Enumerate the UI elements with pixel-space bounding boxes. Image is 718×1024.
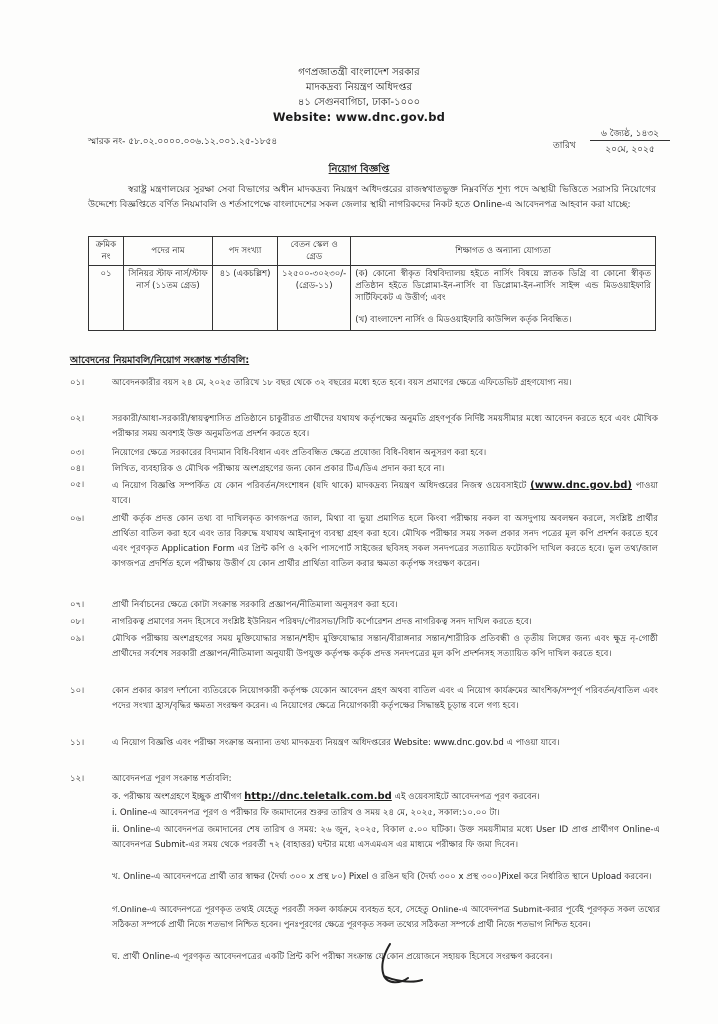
qualification-a: (ক) কোনো স্বীকৃত বিশ্ববিদ্যালয় হইতে নার্সিং বিষয়ে স্নাতক ডিগ্রি বা কোনো স্বীকৃত প্রতিষ্ঠান হইতে ডিপ্লোমা-ইন-নার্সিং বা ডিপ্লোমা-ইন-নার্সিং সাইন্স এন্ড মিডওয়াইফারি সার্টিফিকেট এ উত্তীর্ণ; এবং <box>355 269 651 303</box>
table-header-row <box>89 237 656 266</box>
gov-name: গণপ্রজাতন্ত্রী বাংলাদেশ সরকার <box>298 67 420 78</box>
date-english: ২০মে, ২০২৫ <box>605 145 655 155</box>
condition-number: ০২। <box>70 414 85 424</box>
application-item-i: i. Online-এ আবেদনপত্র পূরণ ও পরীক্ষার ফি জমাদানের শুরুর তারিখ ও সময় ২৪ মে, ২০২৫, সকাল:১০.০০ টা। <box>112 808 500 818</box>
qualification-b: (খ) বাংলাদেশ নার্সিং ও মিডওয়াইফারি কাউন্সিল কর্তৃক নিবন্ধিত। <box>355 315 572 325</box>
memo-number: স্মারক নং- ৫৮.০২.০০০০.০০৬.১২.০০১.২৫-১৮৫৪ <box>88 137 278 147</box>
condition-text: নাগরিকত্ব প্রমাণের সনদ হিসেবে সংশ্লিষ্ট ইউনিয়ন পরিষদ/পৌরসভা/সিটি কর্পোরেশন প্রদত্ত নাগরিকত্ব সনদ দাখিল করতে হবে। <box>112 617 532 627</box>
condition-number: ০৯। <box>70 634 85 644</box>
dnc-website-link[interactable]: (www.dnc.gov.bd) <box>530 480 633 491</box>
condition-text: লিখিত, ব্যবহারিক ও মৌখিক পরীক্ষায় অংশগ্রহণের জন্য কোন প্রকার টিএ/ডিএ প্রদান করা হবে না। <box>112 464 445 474</box>
condition-text: আবেদনকারীর বয়স ২৪ মে, ২০২৫ তারিখে ১৮ বছর থেকে ৩২ বছরের মধ্যে হতে হবে। বয়স প্রমাণের ক্ষেত্রে এফিডেভিট গ্রহণযোগ্য নয়। <box>112 378 572 388</box>
header-post: পদের নাম <box>124 237 213 266</box>
notice-title: নিয়োগ বিজ্ঞপ্তি <box>328 164 390 175</box>
conditions-title: আবেদনের নিয়মাবলি/নিয়োগ সংক্রান্ত শর্তাবলি: <box>70 355 250 366</box>
cell-post: সিনিয়র স্টাফ নার্স/স্টাফ নার্স (১১তম গ্রেড) <box>124 266 213 331</box>
condition-number: ০১। <box>70 378 85 388</box>
website-line: Website: www.dnc.gov.bd <box>272 110 446 124</box>
condition-number: ১০। <box>70 686 85 696</box>
cell-qualification <box>351 266 656 331</box>
cell-serial: ০১ <box>89 266 124 331</box>
application-item-gha: ঘ. প্রার্থী Online-এ পূরণকৃত আবেদনপত্রের একটি প্রিন্ট কপি পরীক্ষা সংক্রান্ত যে কোন প্রয়োজনে সহায়ক হিসেবে সংরক্ষণ করবেন। <box>112 952 553 962</box>
application-item-ga: গ.Online-এ আবেদনপত্রে পূরণকৃত তথ্যই যেহেতু পরবর্তী সকল কার্যক্রমে ব্যবহৃত হবে, সেহেতু Online-এ আবেদনপত্র Submit-করার পূর্বেই পূরণকৃত সকল তথ্যের সঠিকতা সম্পর্কে প্রার্থী নিজে শতভাগ নিশ্চিত হবেন। পুনঃপূরণের ক্ষেত্রে পূরণকৃত সকল তথ্যের সঠিকতা সম্পর্কে প্রার্থী নিজে শতভাগ নিশ্চিত হবেন। <box>112 904 660 929</box>
condition-text: আবেদনপত্র পূরণ সংক্রান্ত শর্তাবলি: <box>112 774 232 784</box>
condition-text-part: এ নিয়োগ বিজ্ঞপ্তি সম্পর্কিত যে কোন পরিবর্তন/সংশোধন (যদি থাকে) মাদকদ্রব্য নিয়ন্ত্রণ অধিদপ্তরের নিজস্ব ওয়েবসাইটে <box>112 481 527 491</box>
condition-text: নিয়োগের ক্ষেত্রে সরকারের বিদ্যমান বিধি-বিধান এবং প্রতিবন্ধিত ক্ষেত্রে প্রযোজ্য বিধি-বিধান অনুসরণ করা হবে। <box>112 448 487 458</box>
application-text: এই ওয়েবসাইটে আবেদনপত্র পূরণ করবেন। <box>394 792 540 802</box>
condition-number: ০৬। <box>70 514 85 524</box>
condition-number: ১২। <box>70 774 85 784</box>
post-table <box>88 236 656 331</box>
application-item-kha: খ. Online-এ আবেদনপত্রে প্রার্থী তার স্বাক্ষর (দৈর্ঘ্য ৩০০ x প্রস্থ ৮০) Pixel ও রঙিন ছবি (দৈর্ঘ্য ৩০০ x প্রস্থ ৩০০)Pixel করে নির্ধারিত স্থানে Upload করবেন। <box>112 872 652 882</box>
condition-number: ১১। <box>70 738 85 748</box>
application-item-ka <box>112 789 660 805</box>
condition-text <box>112 478 658 509</box>
condition-number: ০৩। <box>70 448 85 458</box>
department-name: মাদকদ্রব্য নিয়ন্ত্রণ অধিদপ্তর <box>306 82 412 93</box>
header-scale: বেতন স্কেল ও গ্রেড <box>278 237 351 266</box>
condition-number: ০৪। <box>70 464 85 474</box>
application-text: ক. পরীক্ষায় অংশগ্রহণে ইচ্ছুক প্রার্থীগণ <box>112 792 242 802</box>
table-row <box>89 266 656 331</box>
office-address: ৪১ সেগুনবাগিচা, ঢাকা-১০০০ <box>297 97 421 108</box>
condition-number: ০৫। <box>70 480 85 490</box>
condition-text: প্রার্থী কর্তৃক প্রদত্ত কোন তথ্য বা দাখিলকৃত কাগজপত্র জাল, মিথ্যা বা ভুয়া প্রমাণিত হলে কিংবা পরীক্ষায় নকল বা অসদুপায় অবলম্বন করলে, সংশ্লিষ্ট প্রার্থীর প্রার্থিতা বাতিল করা হবে এবং তার বিরুদ্ধে যথাযথ আইনানুগ ব্যবস্থা গ্রহণ করা হবে। মৌখিক পরীক্ষার সময় সকল প্রকার সনদ পত্রের মূল কপি প্রদর্শন করতে হবে এবং পূরণকৃত Application Form এর প্রিন্ট কপি ও ২কপি পাসপোর্ট সাইজের ছবিসহ সকল সনদপত্রের সত্যায়িত ফটোকপি দাখিল করতে হবে। ভুল তথ্য/জাল কাগজপত্র প্রদর্শিত হলে পরীক্ষায় উত্তীর্ণ যে কোন প্রার্থীর প্রার্থিতা বাতিল করার ক্ষমতা কর্তৃপক্ষ সংরক্ষণ করেন। <box>112 514 658 569</box>
condition-text: মৌখিক পরীক্ষায় অংশগ্রহণের সময় মুক্তিযোদ্ধার সন্তান/শহীদ মুক্তিযোদ্ধার সন্তান/বীরাঙ্গনার সন্তান/শারীরিক প্রতিবন্ধী ও তৃতীয় লিঙ্গের জন্য এবং ক্ষুদ্র নৃ-গোষ্ঠী প্রার্থীদের সর্বশেষ সরকারী প্রজ্ঞাপন/নীতিমালা অনুযায়ী উপযুক্ত কর্তৃপক্ষ কর্তৃক প্রদত্ত সনদপত্রের মূল কপি প্রদর্শনসহ সত্যায়িত কপি দাখিল করতে হবে। <box>112 634 658 659</box>
condition-text: কোন প্রকার কারণ দর্শানো ব্যতিরেকে নিয়োগকারী কর্তৃপক্ষ যেকোন আবেদন গ্রহণ অথবা বাতিল এবং এ নিয়োগ কার্যক্রমের আংশিক/সম্পূর্ণ পরিবর্তন/বাতিল এবং পদের সংখ্যা হ্রাস/বৃদ্ধির ক্ষমতা সংরক্ষণ করেন। এ নিয়োগের ক্ষেত্রে নিয়োগকারী কর্তৃপক্ষের সিদ্ধান্তই চূড়ান্ত বলে গণ্য হবে। <box>112 686 658 711</box>
date-label: তারিখ <box>553 141 576 151</box>
intro-paragraph: স্বরাষ্ট্র মন্ত্রণালয়ের সুরক্ষা সেবা বিভাগের অধীন মাদকদ্রব্য নিয়ন্ত্রণ অধিদপ্তরের রাজস্বখাতভুক্ত নিম্নবর্ণিত শূণ্য পদে অস্থায়ী ভিত্তিতে সরাসরি নিয়োগের উদ্দেশ্যে বিজ্ঞপ্তিতে বর্ণিত নিয়মাবলি ও শর্তসাপেক্ষে বাংলাদেশের সকল জেলার স্থায়ী নাগরিকদের নিকট হতে Online-এ আবেদনপত্র আহবান করা যাচ্ছে: <box>88 185 656 210</box>
application-item-ii: ii. Online-এ আবেদনপত্র জমাদানের শেষ তারিখ ও সময়: ২৬ জুন, ২০২৫, বিকাল ৫.০০ ঘটিকা। উক্ত সময়সীমার মধ্যে User ID প্রাপ্ত প্রার্থীগণ Online-এ আবেদনপত্র Submit-এর সময় থেকে পরবর্তী ৭২ (বাহাত্তর) ঘন্টার মধ্যে এসএমএস এর মাধ্যমে পরীক্ষার ফি জমা দিবেন। <box>112 825 660 850</box>
condition-text: প্রার্থী নির্বাচনের ক্ষেত্রে কোটা সংক্রান্ত সরকারি প্রজ্ঞাপন/নীতিমালা অনুসরণ করা হবে। <box>112 600 398 610</box>
condition-text-part: পাওয়া যাবে। <box>112 481 659 506</box>
header-qualification: শিক্ষাগত ও অন্যান্য যোগ্যতা <box>351 237 656 266</box>
date-bangla: ৬ জ্যৈষ্ঠ, ১৪৩২ <box>590 128 670 141</box>
condition-number: ০৭। <box>70 600 85 610</box>
condition-text: সরকারী/আধা-সরকারী/স্বায়ত্বশাসিত প্রতিষ্ঠানে চাকুরীরত প্রার্থীদের যথাযথ কর্তৃপক্ষের অনুমতি গ্রহণপূর্বক নির্দিষ্ট সময়সীমার মধ্যে আবেদন করতে হবে এবং মৌখিক পরীক্ষার সময় অবশ্যই উক্ত অনুমতিপত্র প্রদর্শন করতে হবে। <box>112 414 658 439</box>
cell-scale: ১২৫০০-৩০২৩০/- (গ্রেড-১১) <box>278 266 351 331</box>
signature-mark <box>370 940 430 990</box>
condition-text: এ নিয়োগ বিজ্ঞপ্তি এবং পরীক্ষা সংক্রান্ত অন্যান্য তথ্য মাদকদ্রব্য নিয়ন্ত্রণ অধিদপ্তরের Website: www.dnc.gov.bd এ পাওয়া যাবে। <box>112 738 560 748</box>
condition-number: ০৮। <box>70 617 85 627</box>
teletalk-link[interactable]: http://dnc.teletalk.com.bd <box>244 791 392 802</box>
header-count: পদ সংখ্যা <box>213 237 278 266</box>
header-serial: ক্রমিক নং <box>89 237 124 266</box>
cell-count: ৪১ (একচল্লিশ) <box>213 266 278 331</box>
